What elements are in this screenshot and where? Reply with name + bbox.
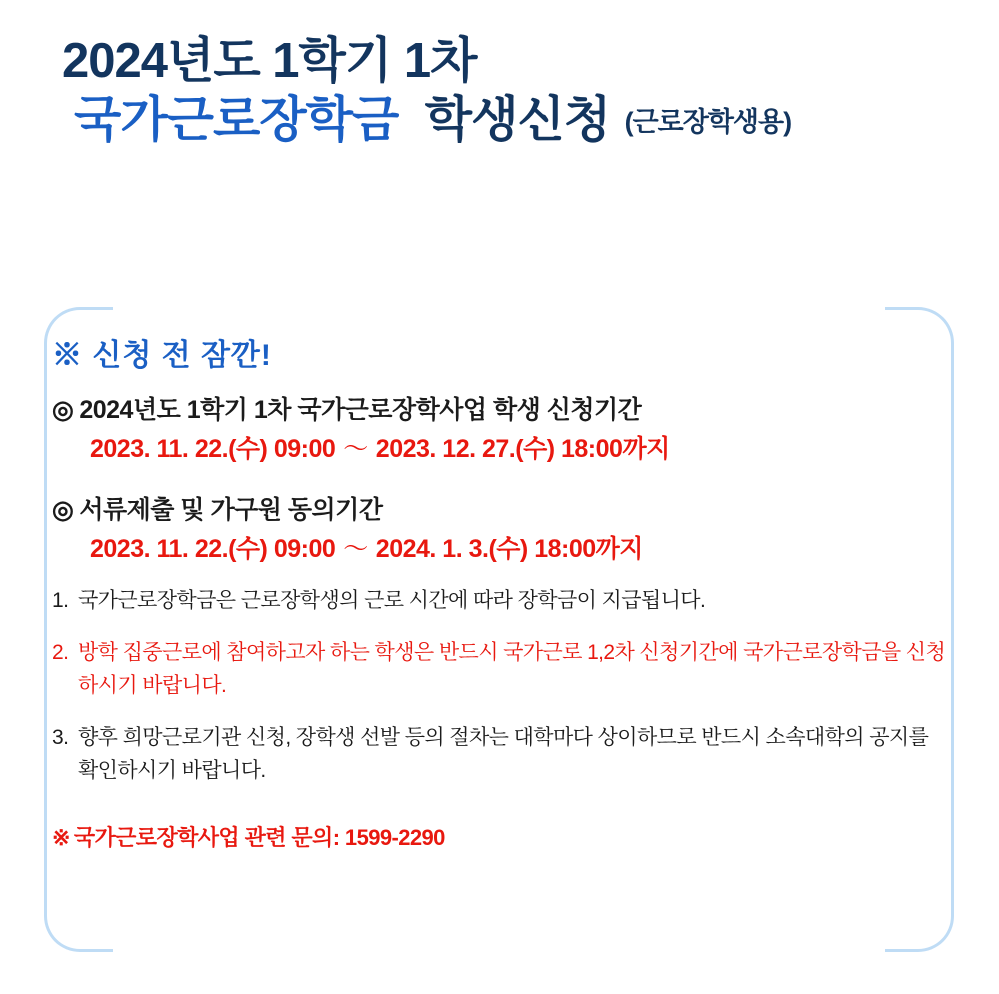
frame-corner-bottom-right	[885, 883, 954, 952]
list-item-number: 1.	[52, 588, 69, 612]
asterisk-icon: ※	[52, 825, 70, 851]
date-separator: ～	[343, 534, 368, 563]
title-program-name: 국가근로장학금	[74, 92, 399, 147]
section-date-range	[52, 530, 952, 569]
title-line-1: 2024년도 1학기 1차	[62, 34, 477, 88]
notice-heading: ※ 신청 전 잠깐!	[52, 339, 272, 372]
section-title	[52, 492, 952, 530]
title-audience-note: (근로장학생용)	[624, 106, 792, 137]
list-item	[52, 637, 952, 702]
title-application-label: 학생신청	[424, 92, 611, 147]
section-title-text: 서류제출 및 가구원 동의기간	[79, 496, 383, 525]
section-title-text: 2024년도 1학기 1차 국가근로장학사업 학생 신청기간	[79, 396, 642, 424]
date-end: 2024. 1. 3.(수) 18:00까지	[375, 534, 643, 563]
frame-edge-left	[44, 373, 47, 886]
list-item	[52, 585, 952, 618]
list-item-text: 국가근로장학금은 근로장학생의 근로 시간에 따라 장학금이 지급됩니다.	[78, 588, 706, 612]
date-start: 2023. 11. 22.(수) 09:00	[90, 534, 336, 563]
date-start: 2023. 11. 22.(수) 09:00	[90, 434, 336, 463]
date-separator: ～	[343, 434, 368, 463]
title-line-2	[62, 93, 962, 148]
list-item	[52, 722, 952, 787]
contact-info	[52, 821, 952, 852]
double-circle-icon: ◎	[52, 396, 74, 424]
frame-corner-bottom-left	[44, 883, 113, 952]
date-end: 2023. 12. 27.(수) 18:00까지	[375, 434, 670, 463]
contact-text: 국가근로장학사업 관련 문의: 1599-2290	[73, 825, 445, 851]
notice-section-application-period	[52, 392, 952, 468]
section-title	[52, 392, 952, 430]
list-item-number: 3.	[52, 726, 69, 750]
double-circle-icon: ◎	[52, 496, 74, 525]
page-title	[62, 34, 962, 148]
list-item-number: 2.	[52, 641, 69, 665]
list-item-text: 향후 희망근로기관 신청, 장학생 선발 등의 절차는 대학마다 상이하므로 반드시 소속대학의 공지를 확인하시기 바랍니다.	[78, 726, 929, 782]
notice-content	[52, 330, 952, 852]
notice-item-list	[52, 585, 952, 788]
list-item-text: 방학 집중근로에 참여하고자 하는 학생은 반드시 국가근로 1,2차 신청기간에 국가근로장학금을 신청하시기 바랍니다.	[78, 641, 946, 697]
section-date-range	[52, 430, 952, 469]
notice-section-document-period	[52, 492, 952, 568]
